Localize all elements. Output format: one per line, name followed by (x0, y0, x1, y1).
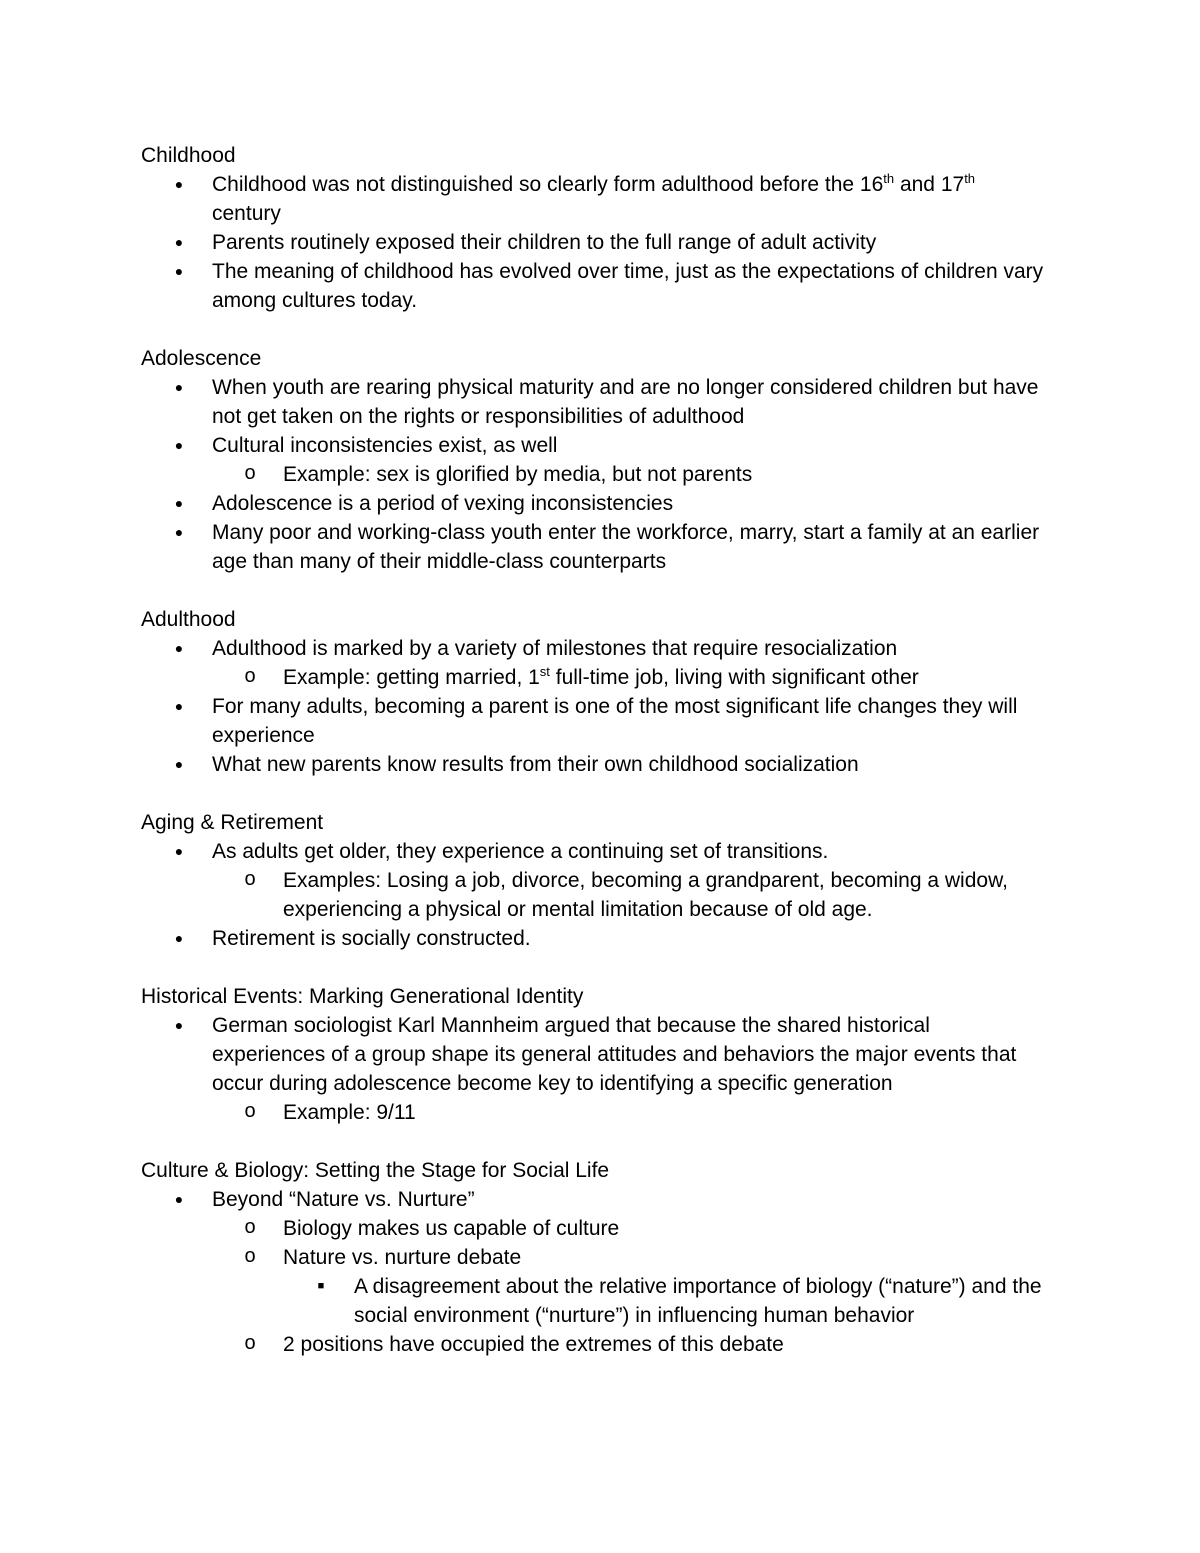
square-bullet-icon: ■ (317, 1280, 325, 1292)
section-heading: Aging & Retirement (141, 811, 324, 834)
list-item: ● Retirement is socially constructed. (141, 924, 1046, 953)
sub-list (212, 663, 1046, 692)
bullet-list (141, 837, 1046, 953)
sub-sub-list (283, 1272, 1046, 1330)
bullet-icon: ● (174, 263, 184, 279)
section-heading: Historical Events: Marking Generational Identity (141, 985, 584, 1008)
list-item: ● German sociologist Karl Mannheim argued that because the shared historical experiences of a group shape its general attitudes and behaviors the major events that occur during adolescence become key to identifying a specific generation o Example: 9/11 (141, 1011, 1046, 1127)
sub-list (212, 1098, 1046, 1127)
list-item: ● When youth are rearing physical maturity and are no longer considered children but have not get taken on the rights or responsibilities of adulthood (141, 373, 1046, 431)
section-culture-biology (141, 1156, 1046, 1359)
circle-bullet-icon: o (244, 1216, 256, 1238)
sub-sub-list-item: ■ A disagreement about the relative importance of biology (“nature”) and the social environment (“nurture”) in influencing human behavior (283, 1272, 1046, 1330)
list-item: ● Many poor and working-class youth enter the workforce, marry, start a family at an earlier age than many of their middle-class counterparts (141, 518, 1046, 576)
bullet-icon: ● (174, 1191, 184, 1207)
list-item: ● Beyond “Nature vs. Nurture” o Biology makes us capable of culture o Nature vs. nurture debate ■ A disagreement about the relative importance of biology (“nature”) and the social environment (“nurture”) in influencing human behavior o 2 positions have occupied the extremes of this debate (141, 1185, 1046, 1359)
section-adulthood (141, 605, 1046, 779)
section-adolescence (141, 344, 1046, 576)
bullet-icon: ● (174, 698, 184, 714)
bullet-icon: ● (174, 176, 184, 192)
bullet-icon: ● (174, 1017, 184, 1033)
bullet-icon: ● (174, 234, 184, 250)
sub-list-item: o Example: getting married, 1st full-time job, living with significant other (212, 663, 1046, 692)
bullet-list (141, 1011, 1046, 1127)
bullet-list (141, 373, 1046, 576)
list-item: ● Adulthood is marked by a variety of milestones that require resocialization o Example: getting married, 1st full-time job, living with significant other (141, 634, 1046, 692)
bullet-icon: ● (174, 843, 184, 859)
list-item: ● Parents routinely exposed their children to the full range of adult activity (141, 228, 1046, 257)
sub-list (212, 1214, 1046, 1359)
bullet-icon: ● (174, 756, 184, 772)
bullet-icon: ● (174, 640, 184, 656)
list-item: ● The meaning of childhood has evolved over time, just as the expectations of children vary among cultures today. (141, 257, 1046, 315)
bullet-icon: ● (174, 524, 184, 540)
circle-bullet-icon: o (244, 868, 256, 890)
section-heading: Adulthood (141, 608, 236, 631)
notes-body (141, 141, 1046, 1388)
section-heading: Adolescence (141, 347, 262, 370)
list-item: ● For many adults, becoming a parent is one of the most significant life changes they will experience (141, 692, 1046, 750)
sub-list (212, 866, 1046, 924)
sub-list (212, 460, 1046, 489)
bullet-list (141, 170, 1046, 315)
section-historical-events (141, 982, 1046, 1127)
circle-bullet-icon: o (244, 1332, 256, 1354)
sub-list-item: o Biology makes us capable of culture (212, 1214, 1046, 1243)
bullet-icon: ● (174, 495, 184, 511)
bullet-icon: ● (174, 930, 184, 946)
bullet-list (141, 1185, 1046, 1359)
bullet-list (141, 634, 1046, 779)
list-item: ● As adults get older, they experience a continuing set of transitions. o Examples: Losing a job, divorce, becoming a grandparent, becoming a widow, experiencing a physical or mental limitation because of old age. (141, 837, 1046, 924)
sub-list-item: o Nature vs. nurture debate ■ A disagreement about the relative importance of biology (“nature”) and the social environment (“nurture”) in influencing human behavior (212, 1243, 1046, 1330)
sub-list-item: o Example: 9/11 (212, 1098, 1046, 1127)
list-item: ● What new parents know results from their own childhood socialization (141, 750, 1046, 779)
section-heading: Childhood (141, 144, 236, 167)
list-item: ● Cultural inconsistencies exist, as well o Example: sex is glorified by media, but not parents (141, 431, 1046, 489)
bullet-icon: ● (174, 379, 184, 395)
section-childhood (141, 141, 1046, 315)
section-aging-retirement (141, 808, 1046, 953)
section-heading: Culture & Biology: Setting the Stage for Social Life (141, 1159, 610, 1182)
circle-bullet-icon: o (244, 1245, 256, 1267)
bullet-icon: ● (174, 437, 184, 453)
list-item: ● Childhood was not distinguished so clearly form adulthood before the 16th and 17th century (141, 170, 1046, 228)
sub-list-item: o 2 positions have occupied the extremes of this debate (212, 1330, 1046, 1359)
circle-bullet-icon: o (244, 462, 256, 484)
sub-list-item: o Example: sex is glorified by media, but not parents (212, 460, 1046, 489)
list-item: ● Adolescence is a period of vexing inconsistencies (141, 489, 1046, 518)
circle-bullet-icon: o (244, 1100, 256, 1122)
sub-list-item: o Examples: Losing a job, divorce, becoming a grandparent, becoming a widow, experiencing a physical or mental limitation because of old age. (212, 866, 1046, 924)
circle-bullet-icon: o (244, 665, 256, 687)
